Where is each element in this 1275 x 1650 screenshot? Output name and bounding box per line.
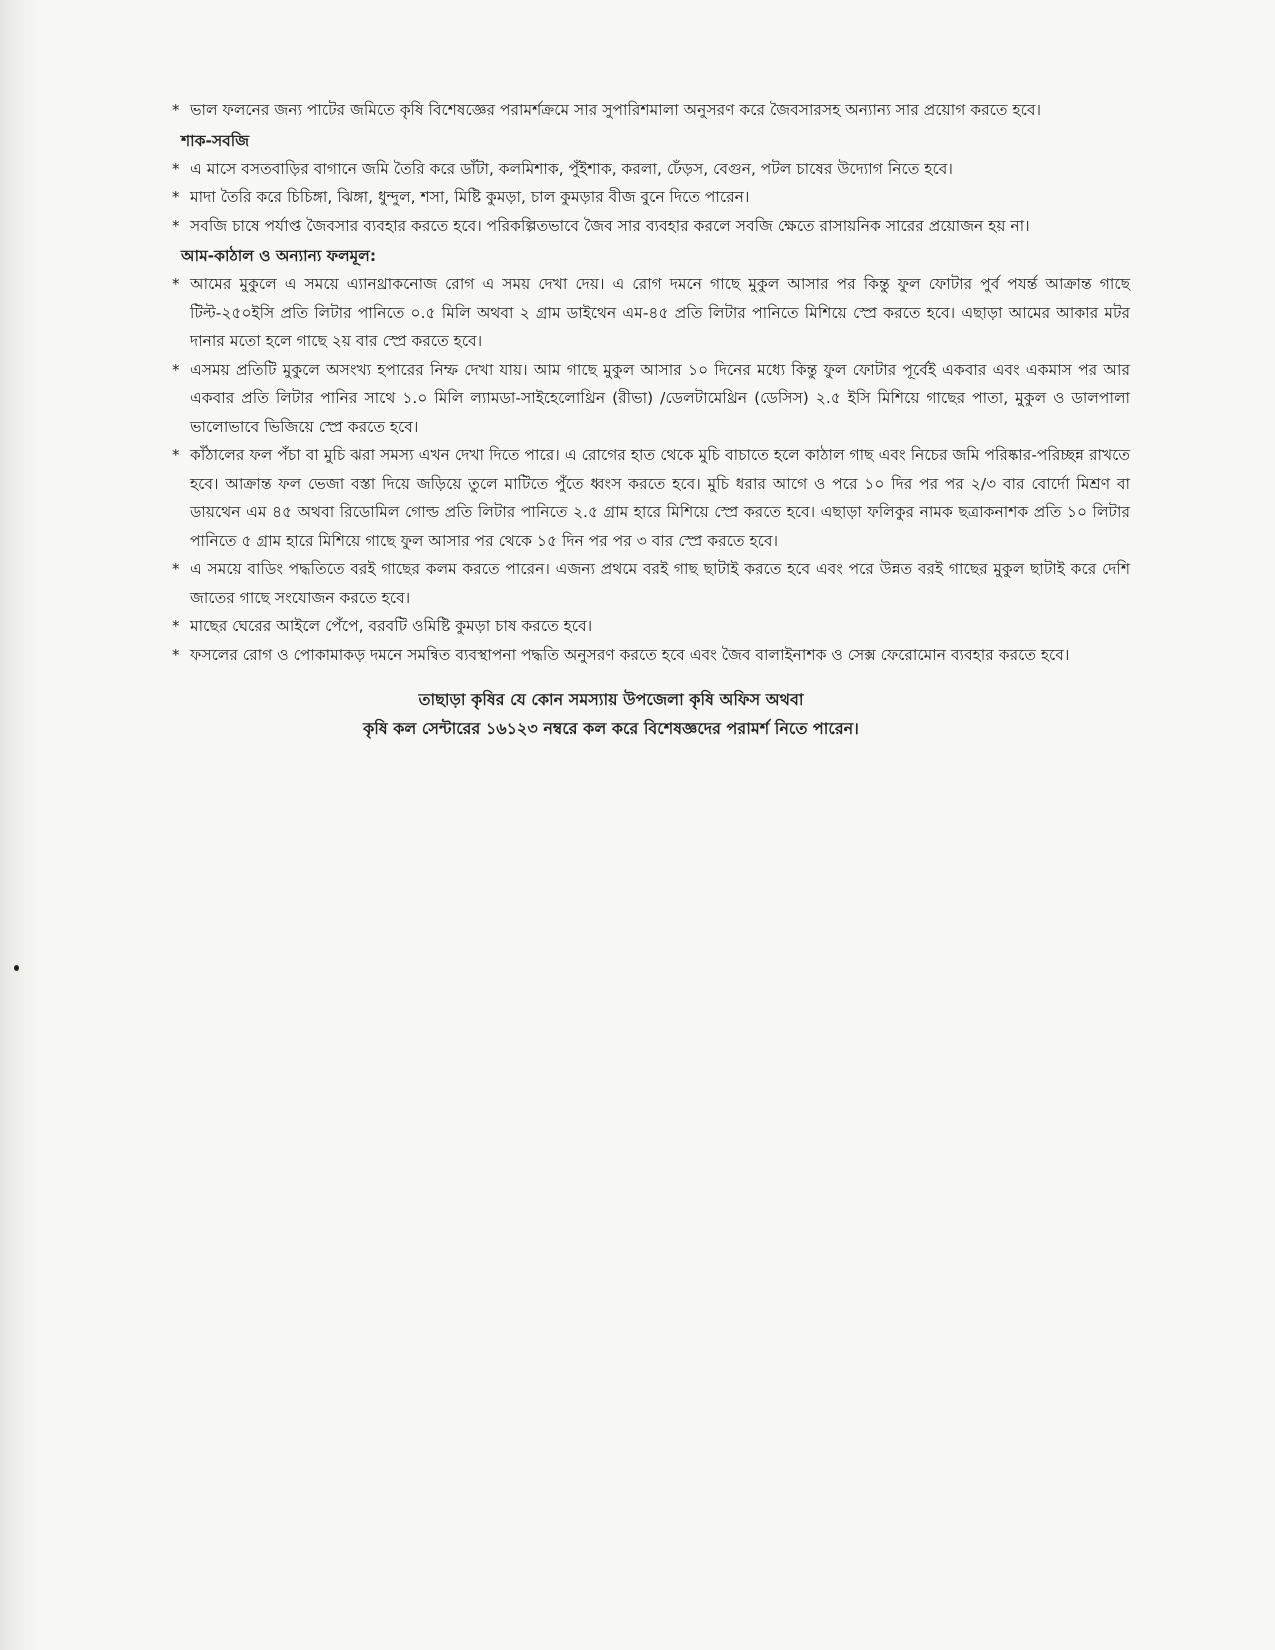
list-item	[172, 441, 1130, 555]
document-body	[172, 96, 1130, 743]
list-item-text: কাঁঠালের ফল পঁচা বা মুচি ঝরা সমস্য এখন দেখা দিতে পারে। এ রোগের হাত থেকে মুচি বাচাতে হলে কাঠাল গাছ এবং নিচের জমি পরিষ্কার-পরিচ্ছন্ন রাখতে হবে। আক্রান্ত ফল ভেজা বস্তা দিয়ে জড়িয়ে তুলে মাটিতে পুঁতে ধ্বংস করতে হবে। মুচি ধরার আগে ও পরে ১০ দির পর পর ২/৩ বার বোর্দো মিশ্রণ বা ডায়থেন এম ৪৫ অথবা রিডোমিল গোল্ড প্রতি লিটার পানিতে ২.৫ গ্রাম হারে মিশিয়ে স্প্রে করতে হবে। এছাড়া ফলিকুর নামক ছত্রাকনাশক প্রতি ১০ লিটার পানিতে ৫ গ্রাম হারে মিশিয়ে গাছে ফুল আসার পর থেকে ১৫ দিন পর পর ৩ বার স্প্রে করতে হবে।	[190, 446, 1130, 550]
footer-line-2: কৃষি কল সেন্টারের ১৬১২৩ নম্বরে কল করে বিশেষজ্ঞদের পরামর্শ নিতে পারেন।	[363, 719, 859, 738]
vegetables-section	[172, 155, 1130, 241]
asterisk-bullet-icon: *	[172, 275, 180, 293]
list-item	[172, 96, 1130, 125]
asterisk-bullet-icon: *	[172, 159, 180, 178]
list-item-text: এ সময়ে বাডিং পদ্ধতিতে বরই গাছের কলম করতে পারেন। এজন্য প্রথমে বরই গাছ ছাটাই করতে হবে এবং পরে উন্নত বরই গাছের মুকুল ছাটাই করে দেশি জাতের গাছে সংযোজন করতে হবে।	[190, 560, 1130, 607]
page-edge-shadow	[0, 0, 40, 1650]
list-item	[172, 612, 1130, 641]
list-item	[172, 183, 1130, 212]
list-item	[172, 555, 1130, 612]
list-item-text: সবজি চাষে পর্যাপ্ত জৈবসার ব্যবহার করতে হবে। পরিকল্পিতভাবে জৈব সার ব্যবহার করলে সবজি ক্ষেতে রাসায়নিক সারের প্রয়োজন হয় না।	[190, 216, 1030, 235]
section-heading-fruits: আম-কাঠাল ও অন্যান্য ফলমূল:	[181, 247, 377, 265]
list-item-text: এসময় প্রতিটি মুকুলে অসংখ্য হপারের নিম্ফ দেখা যায়। আম গাছে মুকুল আসার ১০ দিনের মধ্যে কিন্তু ফুল ফোটার পূর্বেই একবার এবং একমাস পর আর একবার প্রতি লিটার পানির সাথে ১.০ মিলি ল্যামডা-সাইহেলোথ্রিন (রীভা) /ডেলটামেথ্রিন (ডেসিস) ২.৫ ইসি মিশিয়ে গাছের পাতা, মুকুল ও ডালপালা ভালোভাবে ভিজিয়ে স্প্রে করতে হবে।	[190, 360, 1130, 436]
fruits-section	[172, 270, 1130, 669]
list-item-text: মাছের ঘেরের আইলে পেঁপে, বরবটি ওমিষ্টি কুমড়া চাষ করতে হবে।	[190, 617, 593, 635]
list-item-text: ফসলের রোগ ও পোকামাকড় দমনে সমন্বিত ব্যবস্থাপনা পদ্ধতি অনুসরণ করতে হবে এবং জৈব বালাইনাশক ও সেক্স ফেরোমোন ব্যবহার করতে হবে।	[190, 645, 1070, 664]
list-item	[172, 212, 1130, 241]
list-item-text: মাদা তৈরি করে চিচিঙ্গা, ঝিঙ্গা, ধুন্দুল, শসা, মিষ্টি কুমড়া, চাল কুমড়ার বীজ বুনে দিতে পারেন।	[190, 188, 750, 206]
asterisk-bullet-icon: *	[172, 188, 180, 206]
asterisk-bullet-icon: *	[172, 101, 180, 119]
list-item-text: আমের মুকুলে এ সময়ে এ্যানথ্রাকনোজ রোগ এ সময় দেখা দেয়। এ রোগ দমনে গাছে মুকুল আসার পর কিন্তু ফুল ফোটার পুর্ব পযর্ন্ত আক্রান্ত গাছে টিল্ট-২৫০ইসি প্রতি লিটার পানিতে ০.৫ মিলি অথবা ২ গ্রাম ডাইথেন এম-৪৫ প্রতি লিটার পানিতে মিশিয়ে স্প্রে করতে হবে। এছাড়া আমের আকার মটর দানার মতো হলে গাছে ২য় বার স্প্রে করতে হবে।	[190, 275, 1130, 350]
list-item	[172, 270, 1130, 356]
section-heading-vegetables: শাক-সবজি	[181, 131, 250, 150]
list-item	[172, 356, 1130, 442]
asterisk-bullet-icon: *	[172, 216, 180, 235]
list-item	[172, 155, 1130, 184]
footer-line-1: তাছাড়া কৃষির যে কোন সমস্যায় উপজেলা কৃষি অফিস অথবা	[418, 690, 804, 709]
asterisk-bullet-icon: *	[172, 645, 180, 664]
asterisk-bullet-icon: *	[172, 360, 180, 379]
asterisk-bullet-icon: *	[172, 560, 180, 578]
intro-section	[172, 96, 1130, 125]
scan-speck	[14, 965, 19, 971]
footer-note	[172, 685, 1130, 743]
list-item-text: এ মাসে বসতবাড়ির বাগানে জমি তৈরি করে ডাঁটা, কলমিশাক, পুঁইশাক, করলা, ঢেঁড়স, বেগুন, পটল চাষের উদ্যোগ নিতে হবে।	[190, 159, 953, 178]
list-item	[172, 641, 1130, 670]
asterisk-bullet-icon: *	[172, 617, 180, 635]
list-item-text: ভাল ফলনের জন্য পাটের জমিতে কৃষি বিশেষজ্ঞের পরামর্শক্রমে সার সুপারিশমালা অনুসরণ করে জৈবসারসহ অন্যান্য সার প্রয়োগ করতে হবে।	[190, 101, 1042, 119]
asterisk-bullet-icon: *	[172, 446, 180, 464]
